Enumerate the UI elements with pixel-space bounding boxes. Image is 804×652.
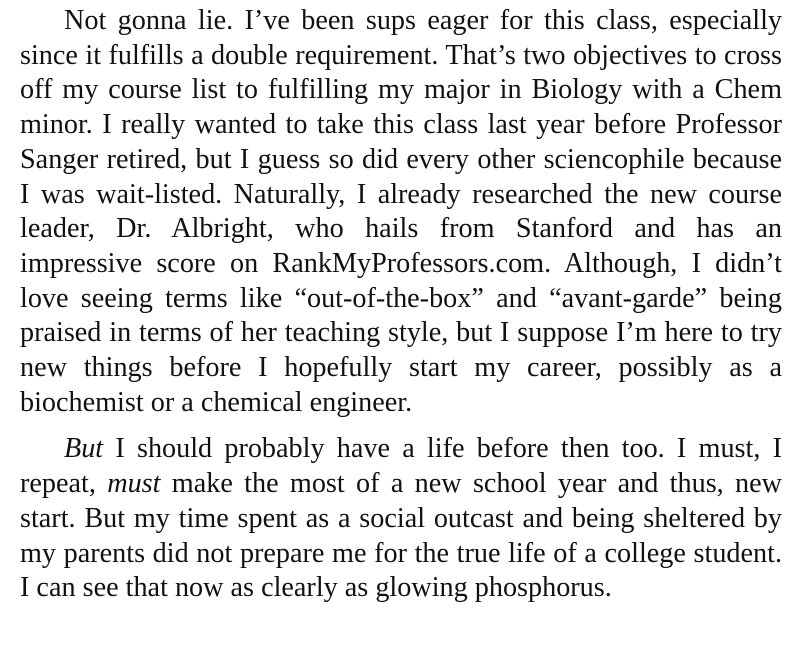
paragraph-2-emphasis-but: But xyxy=(64,433,104,465)
paragraph-1-text: Not gonna lie. I’ve been sups eager for this class, especially since it fulfills a double requirement. That’s two objectives to cross off my course list to fulfilling my major in Biology with a Chem minor. I really wanted to take this class last year before Professor Sanger retired, but I guess so did every other sciencophile because I was wait-listed. Naturally, I already researched the new course leader, Dr. Albright, who hails from Stanford and has an impressive score on RankMyProfessors.com. Although, I didn’t love seeing terms like “out-of-the-box” and “avant-garde” being praised in terms of her teaching style, but I suppose I’m here to try new things before I hopefully start my career, possibly as a biochemist or a chemical engineer. xyxy=(20,5,782,418)
paragraph-2-text-b: make the most of a new school year and thus, new start. But my time spent as a social outcast and being sheltered by my parents did not prepare me for the true life of a college student. I can see that now as clearly as glowing phosphorus. xyxy=(20,468,782,604)
paragraph-2-emphasis-must: must xyxy=(107,468,161,500)
paragraph-2-text-a: I should probably have a life before then too. I must, I repeat, xyxy=(20,433,782,500)
paragraph-2 xyxy=(20,432,782,606)
paragraph-1 xyxy=(20,4,782,420)
